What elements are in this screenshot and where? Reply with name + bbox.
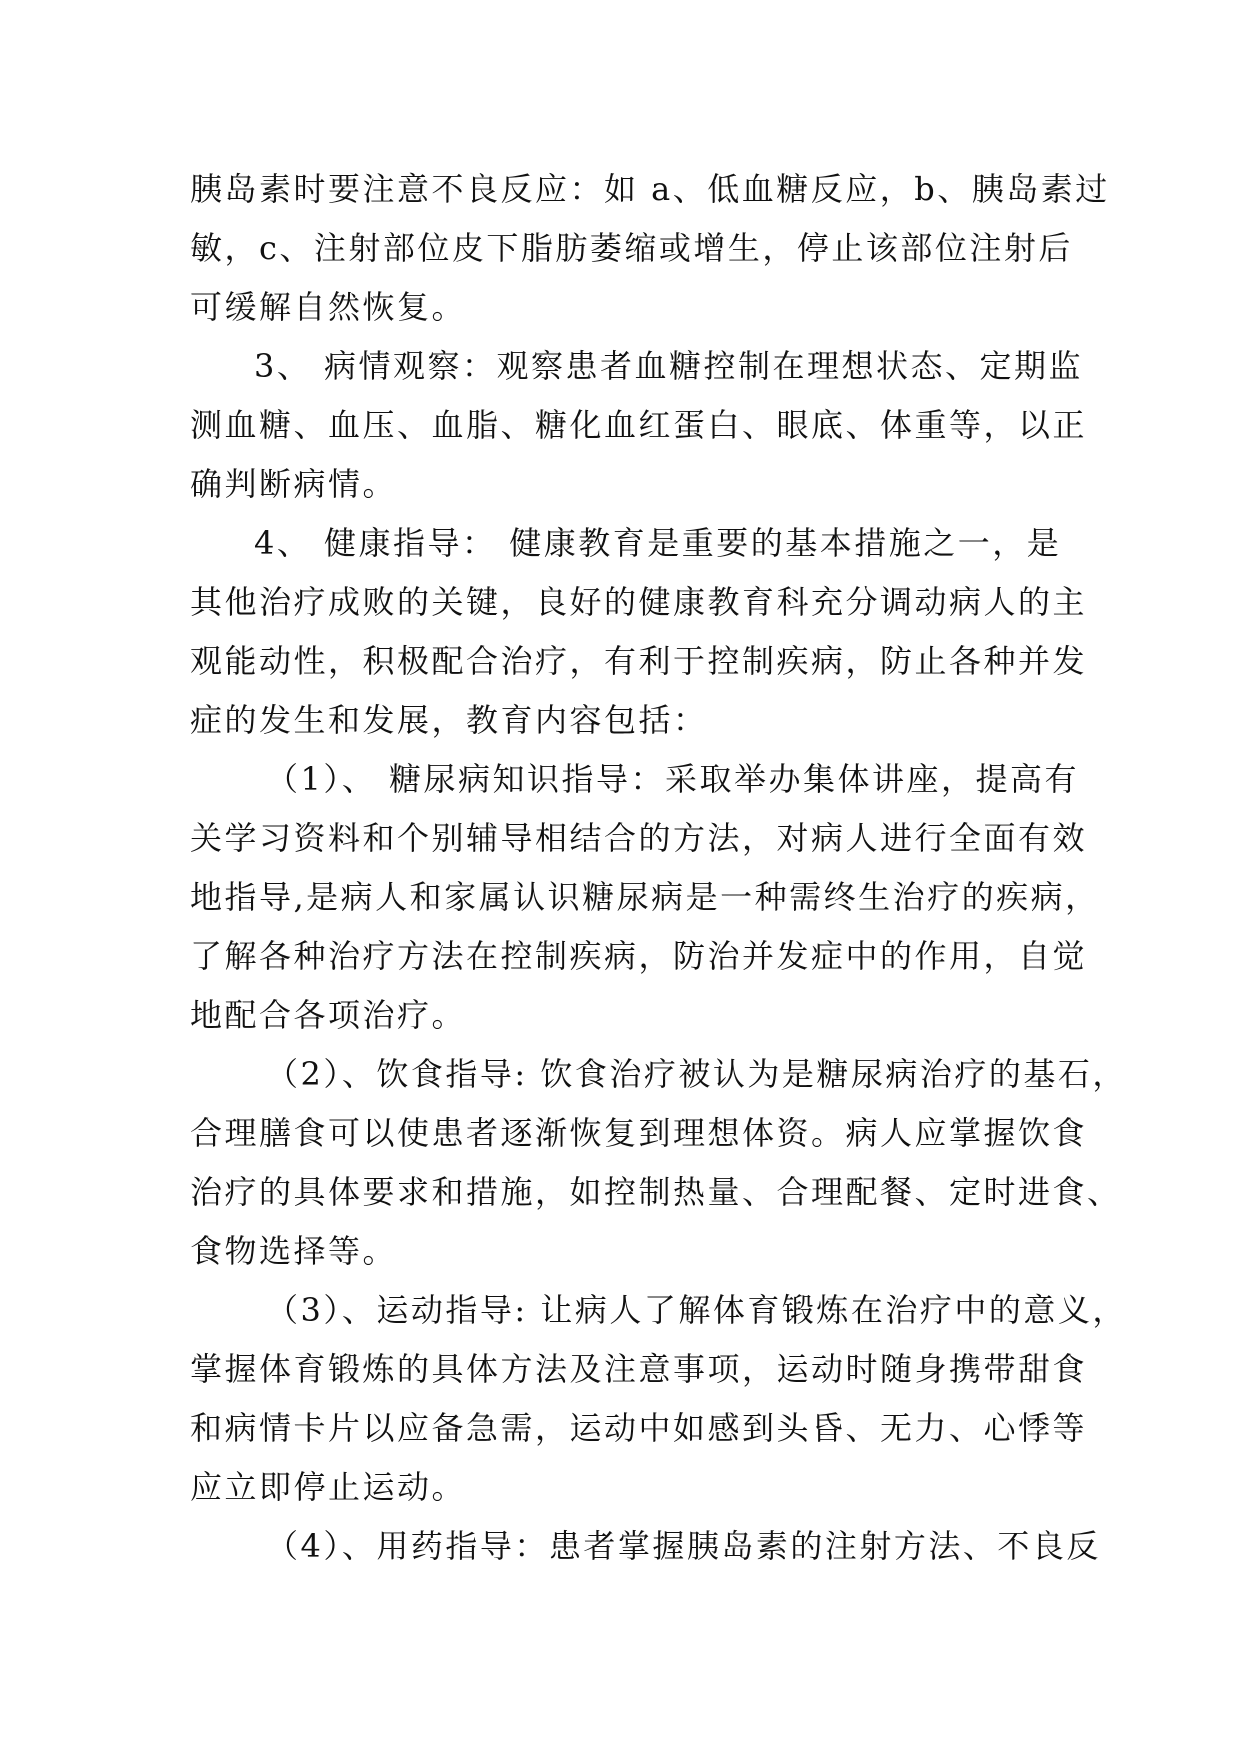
text-line: 胰岛素时要注意不良反应：如 a、低血糖反应，b、胰岛素过 [190,170,1110,208]
text-line: 和病情卡片以应备急需，运动中如感到头昏、无力、心悸等 [190,1409,1088,1447]
text-line: 确判断病情。 [190,465,398,503]
text-line: 了解各种治疗方法在控制疾病，防治并发症中的作用，自觉 [190,937,1088,975]
text-line: 4、 健康指导： 健康教育是重要的基本措施之一，是 [254,524,1062,562]
text-line: 敏，c、注射部位皮下脂肪萎缩或增生，停止该部位注射后 [190,229,1073,267]
body-text [190,160,1127,1576]
text-line: （2）、饮食指导: 饮食治疗被认为是糖尿病治疗的基石， [266,1055,1127,1093]
text-line: 地配合各项治疗。 [190,996,467,1034]
text-line: 测血糖、血压、血脂、糖化血红蛋白、眼底、体重等，以正 [190,406,1088,444]
text-line: 3、 病情观察：观察患者血糖控制在理想状态、定期监 [254,347,1084,385]
text-line: 掌握体育锻炼的具体方法及注意事项，运动时随身携带甜食 [190,1350,1088,1388]
text-line: 观能动性，积极配合治疗，有利于控制疾病，防止各种并发 [190,642,1088,680]
text-line: （1）、 糖尿病知识指导：采取举办集体讲座，提高有 [266,760,1080,798]
text-line: 合理膳食可以使患者逐渐恢复到理想体资。病人应掌握饮食 [190,1114,1088,1152]
text-line: 其他治疗成败的关键，良好的健康教育科充分调动病人的主 [190,583,1088,621]
text-line: 症的发生和发展，教育内容包括： [190,701,708,739]
text-line: 关学习资料和个别辅导相结合的方法，对病人进行全面有效 [190,819,1088,857]
text-line: 应立即停止运动。 [190,1468,467,1506]
text-line: 治疗的具体要求和措施，如控制热量、合理配餐、定时进食、 [190,1173,1122,1211]
text-line: 食物选择等。 [190,1232,398,1270]
text-line: （4）、用药指导：患者掌握胰岛素的注射方法、不良反 [266,1527,1101,1565]
text-line: 地指导,是病人和家属认识糖尿病是一种需终生治疗的疾病， [190,878,1100,916]
text-line: （3）、运动指导: 让病人了解体育锻炼在治疗中的意义， [266,1291,1127,1329]
text-line: 可缓解自然恢复。 [190,288,467,326]
